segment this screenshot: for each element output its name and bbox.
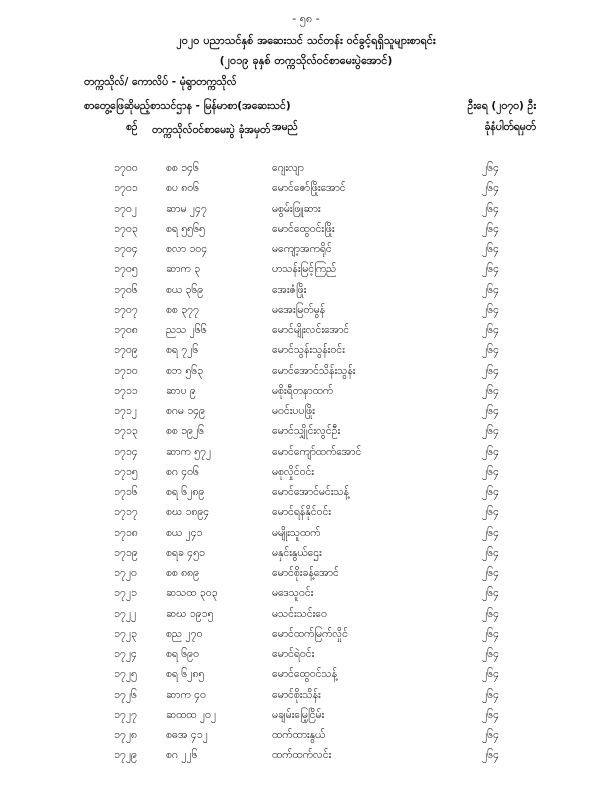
row-no: ၁၇၁၃ <box>114 425 138 438</box>
row-reg: စရ ၆၉၀ <box>166 648 199 660</box>
row-name: မောင်သွန်းသွန်းဝင်း <box>272 344 345 357</box>
table-row <box>0 340 612 360</box>
page-number: - ၅၈ - <box>292 12 320 25</box>
row-reg: စယ ၃၆၉ <box>166 283 204 296</box>
row-name: မမျိုးသူထက် <box>272 526 321 539</box>
row-reg: စစ ၁၄၆ <box>166 162 199 174</box>
table-row <box>0 381 612 401</box>
row-reg: ဆထထ ၂၀၂ <box>166 708 217 721</box>
document-title: ၂၀၂၀ ပညာသင်နှစ် အဆေးသင် သင်တန်း ဝင်ခွင့်ရရှိသူများစာရင်း <box>176 34 436 47</box>
row-no: ၁၇၁၅ <box>114 465 138 478</box>
row-no: ၁၇၂၈ <box>114 729 137 741</box>
row-name: မအေးမြတ်မွန် <box>272 303 326 316</box>
row-amt: ၂၆၄ <box>482 324 499 336</box>
row-no: ၁၇၂၆ <box>114 688 137 701</box>
row-name: မစိုးရီတနာထက် <box>272 384 334 397</box>
row-reg: စရ ၇၂၆ <box>166 344 199 357</box>
row-name: မသင်းသင်းဝေ <box>272 607 327 620</box>
row-name: မစွမ်းဖြူဆား <box>272 202 321 215</box>
row-reg: စရ ၅၅၆၅ <box>166 222 205 235</box>
row-name: မောင်ရန်နိုင်ဝင်း <box>272 506 331 519</box>
row-no: ၁၇၁၂ <box>114 405 137 417</box>
row-reg: စဂ ၂၂၆ <box>166 749 198 762</box>
row-no: ၁၇၂၂ <box>114 607 137 620</box>
row-name: မောင်ထွေဝင်းဖြိုး <box>272 222 335 235</box>
row-amt: ၂၆၄ <box>482 263 499 276</box>
row-amt: ၂၆၄ <box>482 162 499 174</box>
table-row <box>0 685 612 705</box>
row-name: မောင်အောင်သိန်းသွန်း <box>272 364 356 377</box>
row-no: ၁၇၂၃ <box>114 627 137 640</box>
row-reg: စလာ ၁၀၄ <box>166 243 208 255</box>
row-no: ၁၇၁၀ <box>114 364 138 377</box>
row-no: ၁၇၁၈ <box>114 526 138 539</box>
row-name: ဟသန်းမြင့်ကြည် <box>272 263 337 276</box>
row-reg: စရ ၆၂၈၉ <box>166 486 205 498</box>
table-row <box>0 604 612 624</box>
row-reg: စရ ၆၂၈၅ <box>166 668 205 681</box>
table-row <box>0 239 612 259</box>
table-row <box>0 199 612 219</box>
table-row <box>0 705 612 725</box>
table-row <box>0 178 612 198</box>
table-row <box>0 219 612 239</box>
row-no: ၁၇၁၇ <box>114 506 138 519</box>
row-reg: ဆဃ ၁၉၁၅ <box>166 607 214 620</box>
row-no: ၁၇၀၅ <box>114 263 138 276</box>
table-row <box>0 320 612 340</box>
row-name: ထက်ထားနွယ် <box>272 729 326 741</box>
row-name: ဂျေးလျာ <box>272 162 304 174</box>
row-reg: ဆာမ ၂၄၇ <box>166 202 207 215</box>
row-name: မဝင်းပပဖြိုး <box>272 405 315 417</box>
row-amt: ၂၆၄ <box>482 384 499 397</box>
table-row <box>0 624 612 644</box>
table-row <box>0 543 612 563</box>
row-reg: ဆာက ၅၇၂ <box>166 445 212 458</box>
row-amt: ၂၆၄ <box>482 506 499 519</box>
row-amt: ၂၆၄ <box>482 587 499 600</box>
row-reg: စဘ ၅၆၃ <box>166 364 204 377</box>
row-amt: ၂၆၄ <box>482 708 499 721</box>
row-name: မောင်ကျော်ထက်အောင် <box>272 445 362 458</box>
data-table <box>0 158 612 766</box>
header-name: အမည် <box>272 121 298 133</box>
row-amt: ၂၆၄ <box>482 486 499 498</box>
row-reg: ညသ ၂၆၆ <box>166 324 207 336</box>
header-reg: တက္ကသိုလ်ဝင်စာမေးပွဲ ခုံအမှတ် <box>152 124 271 136</box>
office-line: စာတွေ့ဖြေဆိုမည့်စာသင်ဌာန - မြန်မာစာ(အဆေးသင်) <box>84 100 291 112</box>
row-reg: စစ ၃၇၇ <box>166 303 199 316</box>
row-no: ၁၇၀၀ <box>114 162 138 174</box>
table-row <box>0 361 612 381</box>
row-name: အေးဇံဖြိုး <box>272 283 307 296</box>
row-reg: စစ ၁၉၂၆ <box>166 425 205 438</box>
row-reg: စရခ ၄၅၁ <box>166 546 205 559</box>
row-name: မောင်သျှိုင်းလွင်ဦး <box>272 425 341 438</box>
row-no: ၁၇၁၆ <box>114 486 138 498</box>
row-name: မောင်စိုးခန့်အောင် <box>272 567 339 579</box>
row-reg: စဂမ ၁၄၉ <box>166 405 205 417</box>
table-row <box>0 644 612 664</box>
row-no: ၁၇၁၉ <box>114 546 138 559</box>
row-no: ၁၇၀၃ <box>114 222 138 235</box>
row-amt: ၂၆၄ <box>482 243 499 255</box>
row-reg: စပ ၈၀၆ <box>166 182 200 195</box>
row-name: မောင်ဇော်ဖြိုးအောင် <box>272 182 346 195</box>
row-no: ၁၇၁၁ <box>114 384 138 397</box>
header-no: စဉ် <box>126 121 138 133</box>
row-amt: ၂၆၄ <box>482 607 499 620</box>
row-no: ၁၇၁၄ <box>114 445 138 458</box>
row-amt: ၂၆၄ <box>482 648 499 660</box>
row-name: မနှင်းနွယ်ဌေး <box>272 546 322 559</box>
row-amt: ၂၆၄ <box>482 182 499 195</box>
row-no: ၁၇၀၄ <box>114 243 138 255</box>
row-name: မောင်စိုးသိန်း <box>272 688 321 701</box>
row-amt: ၂၆၄ <box>482 749 499 762</box>
row-reg: ဆာက ၄၀ <box>166 688 206 701</box>
row-no: ၁၇၀၇ <box>114 303 138 316</box>
row-amt: ၂၆၄ <box>482 202 499 215</box>
table-row <box>0 280 612 300</box>
row-name: မကျော့အကရိုင် <box>272 243 332 255</box>
row-name: မောင်အောင်မင်းသန့် <box>272 486 349 498</box>
table-row <box>0 725 612 745</box>
row-amt: ၂၆၄ <box>482 465 499 478</box>
row-amt: ၂၆၄ <box>482 344 499 357</box>
row-name: မောင်ရဲဝင်း <box>272 648 315 660</box>
row-no: ၁၇၂၀ <box>114 567 137 579</box>
row-name: မောင်မျိုးလင်းအောင် <box>272 324 350 336</box>
table-row <box>0 482 612 502</box>
row-name: မဒေသူဝင်း <box>272 587 314 600</box>
row-reg: စဓအ ၄၁၂ <box>166 729 208 741</box>
row-amt: ၂၆၄ <box>482 445 499 458</box>
row-reg: ဆာပ ၉ <box>166 384 196 397</box>
row-reg: စဂ ၄၀၆ <box>166 465 199 478</box>
row-no: ၁၇၂၇ <box>114 708 137 721</box>
row-no: ၁၇၂၅ <box>114 668 137 681</box>
row-reg: စည ၂၇၀ <box>166 627 203 640</box>
row-reg: ဆာက ၃ <box>166 263 200 276</box>
row-no: ၁၇၂၉ <box>114 749 137 762</box>
row-no: ၁၇၂၄ <box>114 648 137 660</box>
table-row <box>0 664 612 684</box>
table-row <box>0 462 612 482</box>
row-no: ၁၇၀၈ <box>114 324 138 336</box>
row-amt: ၂၆၄ <box>482 364 499 377</box>
row-no: ၁၇၂၁ <box>114 587 137 600</box>
row-amt: ၂၆၄ <box>482 425 499 438</box>
table-row <box>0 158 612 178</box>
row-name: မစုလှိုင်ဝင်း <box>272 465 314 478</box>
row-reg: စယ ၂၄၁ <box>166 526 203 539</box>
table-row <box>0 300 612 320</box>
row-amt: ၂၆၄ <box>482 283 499 296</box>
row-amt: ၂၆၄ <box>482 303 499 316</box>
row-reg: စဃ ၁၈၉၄ <box>166 506 210 519</box>
row-name: မောင်ထက်မြက်လှိုင် <box>272 627 348 640</box>
table-row <box>0 442 612 462</box>
row-name: မချမ်းမြေ့ငြိမ်း <box>272 708 325 721</box>
table-row <box>0 421 612 441</box>
row-amt: ၂၆၄ <box>482 627 499 640</box>
table-row <box>0 502 612 522</box>
row-name: မောင်ထွေဝင်သန့် <box>272 668 337 681</box>
row-amt: ၂၆၄ <box>482 526 499 539</box>
table-row <box>0 583 612 603</box>
table-row <box>0 523 612 543</box>
row-reg: ဆသထ ၃၀၃ <box>166 587 218 600</box>
table-row <box>0 401 612 421</box>
document-subtitle: (၂၀၁၉ ခုနှစ် တက္ကသိုလ်ဝင်စာမေးပွဲအောင်) <box>219 54 393 67</box>
fee-label: ဦးရေ (၂၀၇၀) ဦး <box>467 100 536 112</box>
row-reg: စစ ၈၈၉ <box>166 567 200 579</box>
department-line: တက္ကသိုလ်/ ကောလိပ် - မုံရွာတက္ကသိုလ် <box>84 76 237 88</box>
row-amt: ၂၆၄ <box>482 222 499 235</box>
row-no: ၁၇၀၁ <box>114 182 138 195</box>
row-amt: ၂၆၄ <box>482 405 499 417</box>
row-amt: ၂၆၄ <box>482 567 499 579</box>
header-amt: ခုံနံပါတ်ရမှတ် <box>484 121 536 133</box>
row-amt: ၂၆၄ <box>482 688 499 701</box>
row-amt: ၂၆၄ <box>482 668 499 681</box>
row-name: ထက်ထက်လင်း <box>272 749 332 762</box>
row-amt: ၂၆၄ <box>482 546 499 559</box>
row-no: ၁၇၀၂ <box>114 202 137 215</box>
row-no: ၁၇၀၉ <box>114 344 138 357</box>
table-row <box>0 745 612 765</box>
row-amt: ၂၆၄ <box>482 729 499 741</box>
table-row <box>0 563 612 583</box>
table-row <box>0 259 612 279</box>
row-no: ၁၇၀၆ <box>114 283 138 296</box>
